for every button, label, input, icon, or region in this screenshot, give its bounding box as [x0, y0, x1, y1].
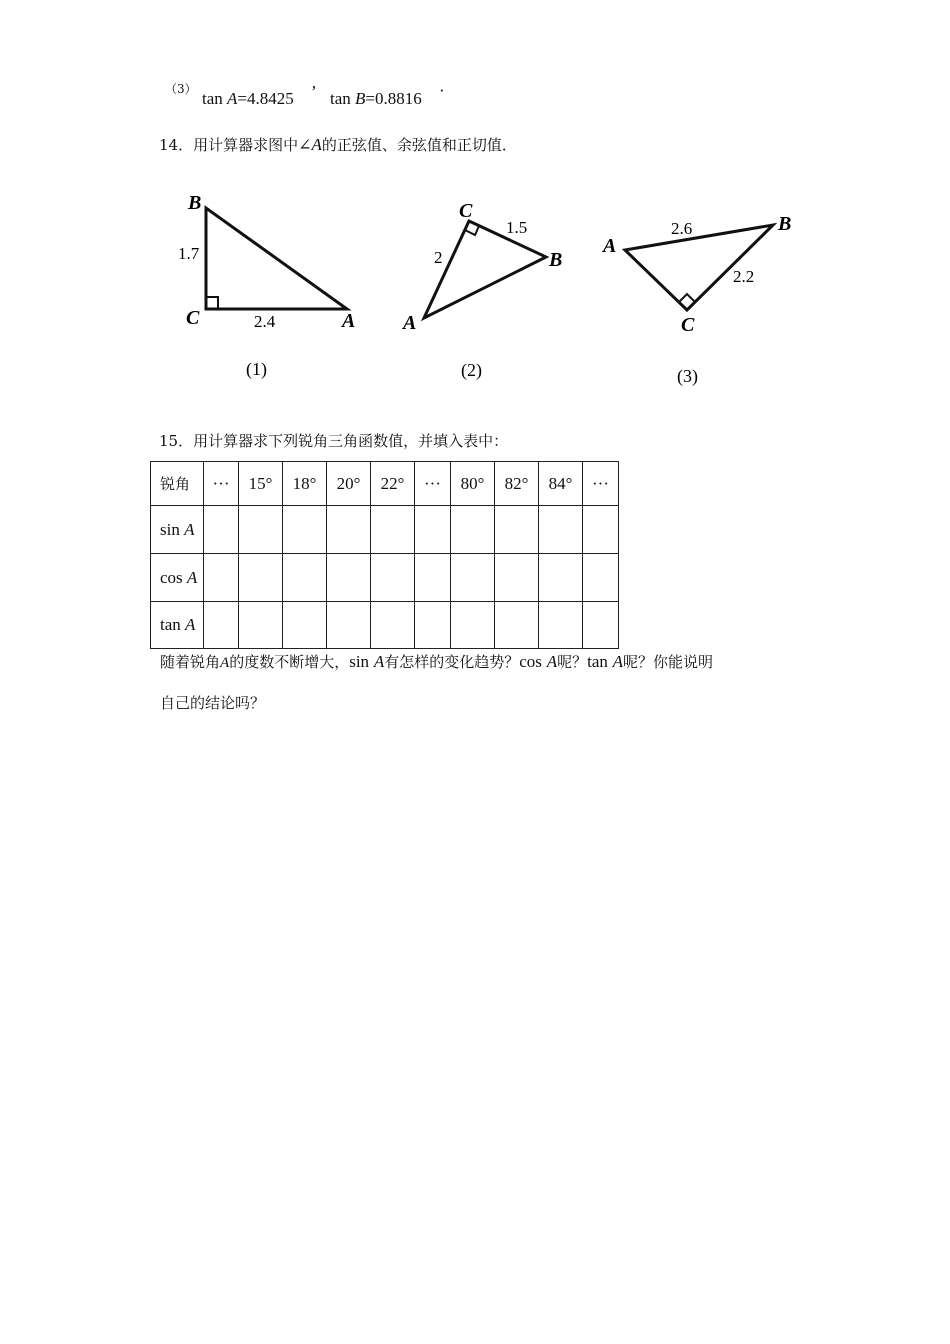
empty-cell[interactable] [204, 506, 239, 554]
empty-cell[interactable] [283, 506, 327, 554]
separator-mark: ’ [311, 82, 317, 101]
empty-cell[interactable] [371, 602, 415, 649]
row-label-sin: sin A [151, 506, 204, 554]
side-label-2b: 1.5 [506, 218, 528, 237]
vertex-a-2: A [403, 312, 417, 334]
triangle-figures [0, 0, 950, 400]
triangle-2-shape [424, 221, 546, 318]
caption-1: (1) [246, 359, 267, 379]
right-angle-mark-3 [679, 294, 695, 302]
side-label-2a: 2 [434, 248, 443, 267]
empty-cell[interactable] [415, 506, 451, 554]
empty-cell[interactable] [539, 506, 583, 554]
header-cell: 锐角 [151, 462, 204, 506]
tan-b-expression: tan B=0.8816 [330, 89, 422, 108]
empty-cell[interactable] [327, 554, 371, 602]
row-label-cos: cos A [151, 554, 204, 602]
empty-cell[interactable] [539, 554, 583, 602]
empty-cell[interactable] [451, 554, 495, 602]
caption-3: (3) [677, 366, 698, 386]
empty-cell[interactable] [539, 602, 583, 649]
empty-cell[interactable] [371, 554, 415, 602]
follow-up-line-2: 自己的结论吗？ [160, 694, 266, 712]
follow-up-line-1: 随着锐角A的度数不断增大，sin A有怎样的变化趋势？cos A呢？tan A呢？你能说明 [160, 652, 714, 671]
header-cell: 80° [451, 462, 495, 506]
q14-suffix: 的正弦值、余弦值和正切值． [321, 136, 517, 154]
vertex-c-1: C [186, 307, 200, 329]
table-row [151, 554, 619, 602]
vertex-c-2: C [459, 200, 473, 222]
header-cell: ··· [415, 462, 451, 506]
empty-cell[interactable] [239, 506, 283, 554]
vertex-a-1: A [342, 310, 356, 332]
side-label-1b: 2.4 [254, 312, 276, 331]
header-cell: ··· [583, 462, 619, 506]
header-cell: 15° [239, 462, 283, 506]
empty-cell[interactable] [204, 554, 239, 602]
side-label-3a: 2.6 [671, 219, 693, 238]
triangle-1-shape [206, 208, 347, 309]
empty-cell[interactable] [327, 602, 371, 649]
vertex-b-1: B [188, 192, 202, 214]
empty-cell[interactable] [583, 554, 619, 602]
caption-2: (2) [461, 360, 482, 380]
empty-cell[interactable] [495, 506, 539, 554]
header-cell: 18° [283, 462, 327, 506]
empty-cell[interactable] [495, 554, 539, 602]
empty-cell[interactable] [415, 554, 451, 602]
trig-table [150, 461, 619, 649]
empty-cell[interactable] [239, 554, 283, 602]
header-cell: 20° [327, 462, 371, 506]
table-row [151, 602, 619, 649]
table-header-row [151, 462, 619, 506]
q14-prefix: 14．用计算器求图中 [159, 136, 299, 154]
empty-cell[interactable] [451, 602, 495, 649]
empty-cell[interactable] [204, 602, 239, 649]
empty-cell[interactable] [415, 602, 451, 649]
table-row [151, 506, 619, 554]
empty-cell[interactable] [583, 506, 619, 554]
vertex-a-3: A [603, 235, 617, 257]
header-cell: 82° [495, 462, 539, 506]
empty-cell[interactable] [239, 602, 283, 649]
header-cell: 22° [371, 462, 415, 506]
end-mark: · [439, 81, 445, 100]
question-15-intro: 15．用计算器求下列锐角三角函数值，并填入表中： [159, 432, 509, 450]
empty-cell[interactable] [283, 554, 327, 602]
header-cell: 84° [539, 462, 583, 506]
tan-a-expression: tan A=4.8425 [202, 89, 294, 108]
right-angle-mark-1 [206, 297, 218, 309]
empty-cell[interactable] [371, 506, 415, 554]
side-label-3b: 2.2 [733, 267, 755, 286]
row-label-tan: tan A [151, 602, 204, 649]
header-cell: ··· [204, 462, 239, 506]
vertex-c-3: C [681, 314, 695, 336]
q14-var: A [311, 135, 322, 154]
triangle-figure-2 [401, 200, 562, 381]
side-label-1a: 1.7 [178, 244, 200, 263]
empty-cell[interactable] [451, 506, 495, 554]
empty-cell[interactable] [495, 602, 539, 649]
vertex-b-2: B [549, 249, 563, 271]
empty-cell[interactable] [327, 506, 371, 554]
empty-cell[interactable] [283, 602, 327, 649]
vertex-b-3: B [778, 213, 792, 235]
triangle-figure-1 [178, 192, 355, 380]
prev-answer-number: （3） [165, 82, 197, 96]
triangle-figure-3 [601, 213, 791, 387]
empty-cell[interactable] [583, 602, 619, 649]
angle-symbol: ∠ [298, 137, 312, 154]
